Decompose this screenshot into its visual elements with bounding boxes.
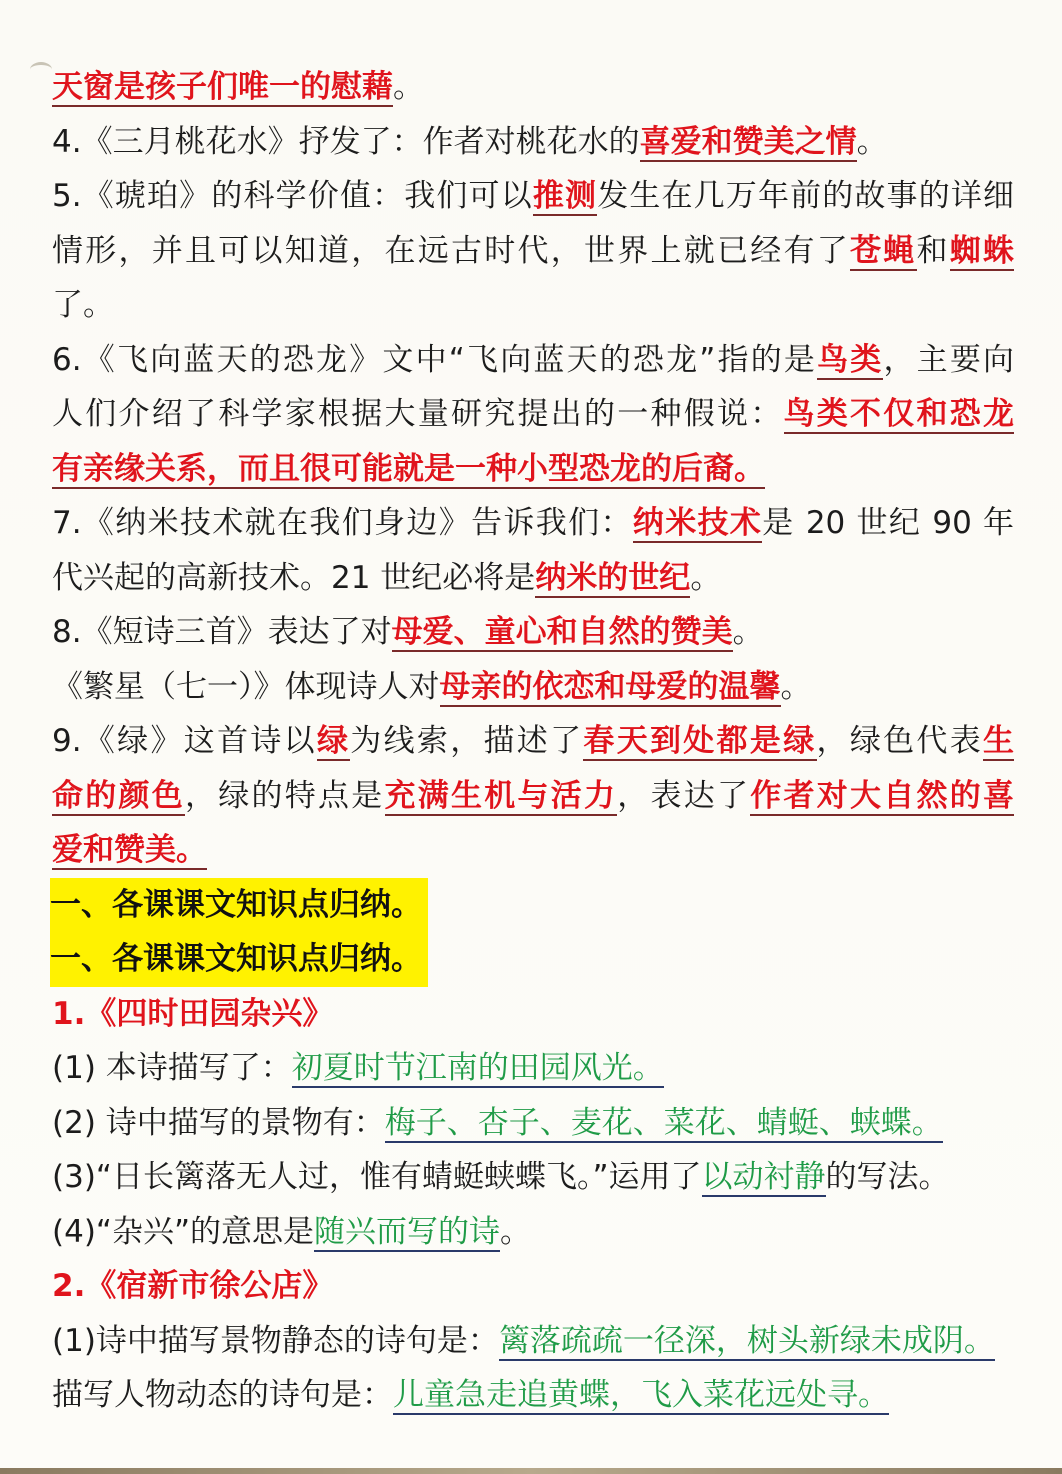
answer-green: 以动衬静 <box>701 1159 826 1195</box>
text-line <box>52 115 1014 170</box>
section-heading <box>52 932 1014 987</box>
text-line <box>52 1041 1014 1096</box>
text-segment: 了。 <box>52 287 114 323</box>
text-segment: 是 20 世纪 90 年 <box>762 505 1014 541</box>
text-segment: (2) 诗中描写的景物有： <box>52 1104 385 1141</box>
answer-red: 纳米技术 <box>632 505 763 541</box>
text-segment: ，绿色代表 <box>816 723 984 759</box>
answer-red: 天窗是孩子们唯一的慰藉 <box>52 69 393 105</box>
text-line <box>52 660 1014 715</box>
answer-green: 随兴而写的诗 <box>314 1213 501 1250</box>
text-segment: 代兴起的高新技术。21 世纪必将是 <box>52 559 536 596</box>
text-line <box>52 333 1014 388</box>
text-segment: 。 <box>393 69 424 105</box>
document-body <box>52 60 1014 1423</box>
answer-green: 篱落疏疏一径深，树头新绿未成阴。 <box>498 1322 995 1359</box>
text-line <box>52 1314 1014 1369</box>
text-segment: (1) 本诗描写了： <box>52 1050 292 1086</box>
text-segment: 。 <box>690 559 722 596</box>
answer-green: 儿童急走追黄蝶，飞入菜花远处寻。 <box>393 1377 889 1413</box>
text-line <box>52 1205 1014 1260</box>
text-segment: ，绿的特点是 <box>185 777 385 814</box>
text-line <box>52 714 1014 769</box>
text-segment: 。 <box>500 1213 532 1250</box>
text-line <box>52 60 1014 115</box>
text-segment: ，表达了 <box>617 777 751 814</box>
lesson-title: 1.《四时田园杂兴》 <box>52 995 334 1032</box>
text-segment: 发生在几万年前的故事的详细 <box>597 178 1014 214</box>
answer-red: 生 <box>983 723 1014 759</box>
text-segment: 。 <box>732 614 764 650</box>
answer-red: 命的颜色 <box>52 777 185 814</box>
text-segment: 7.《纳米技术就在我们身边》告诉我们： <box>52 505 633 541</box>
text-segment: 。 <box>780 668 812 705</box>
text-line <box>52 1259 1014 1314</box>
answer-green: 梅子、杏子、麦花、菜花、蜻蜓、蛱蝶。 <box>384 1104 943 1141</box>
text-segment: 6.《飞向蓝天的恐龙》文中“飞向蓝天的恐龙”指的是 <box>52 341 818 378</box>
text-line <box>52 387 1014 442</box>
text-segment: 人们介绍了科学家根据大量研究提出的一种假说： <box>52 396 784 432</box>
answer-red: 作者对大自然的喜 <box>750 777 1014 814</box>
text-segment: 8.《短诗三首》表达了对 <box>52 614 392 650</box>
text-segment: 的写法。 <box>825 1159 950 1195</box>
text-line <box>52 551 1014 606</box>
answer-red: 充满生机与活力 <box>384 777 618 814</box>
text-segment: (4)“杂兴”的意思是 <box>52 1213 315 1250</box>
answer-red: 绿 <box>316 723 351 759</box>
text-line <box>52 605 1014 660</box>
lesson-title: 2.《宿新市徐公店》 <box>52 1268 334 1304</box>
answer-green: 初夏时节江南的田园风光。 <box>291 1050 664 1086</box>
answer-red: 有亲缘关系，而且很可能就是一种小型恐龙的后裔。 <box>52 450 765 487</box>
text-line <box>52 169 1014 224</box>
answer-red: 爱和赞美。 <box>52 832 207 868</box>
section-heading <box>52 878 1014 933</box>
answer-red: 喜爱和赞美之情 <box>639 123 857 160</box>
answer-red: 母亲的依恋和母爱的温馨 <box>439 668 781 705</box>
text-segment: 《繁星（七一）》体现诗人对 <box>52 668 440 705</box>
text-segment: 和 <box>916 232 950 269</box>
text-segment: 描写人物动态的诗句是： <box>52 1377 393 1413</box>
text-line <box>52 496 1014 551</box>
text-segment: (1)诗中描写景物静态的诗句是： <box>52 1322 499 1359</box>
highlighted-heading: 一、各课课文知识点归纳。 <box>50 932 428 987</box>
text-segment: 4.《三月桃花水》抒发了：作者对桃花水的 <box>52 123 640 160</box>
highlighted-heading: 一、各课课文知识点归纳。 <box>50 878 428 933</box>
text-segment: 为线索，描述了 <box>350 723 584 759</box>
answer-red: 鸟类不仅和恐龙 <box>783 396 1014 432</box>
text-segment: (3)“日长篱落无人过，惟有蜻蜓蛱蝶飞。”运用了 <box>52 1159 702 1195</box>
text-segment: 5.《琥珀》的科学价值：我们可以 <box>52 178 533 214</box>
answer-red: 春天到处都是绿 <box>583 723 817 759</box>
corner-mark <box>30 62 52 77</box>
text-line <box>52 278 1014 333</box>
answer-red: 鸟类 <box>817 341 884 378</box>
answer-red: 母爱、童心和自然的赞美 <box>391 614 733 650</box>
text-line <box>52 224 1014 279</box>
answer-red: 苍蝇 <box>850 232 917 269</box>
text-line <box>52 442 1014 497</box>
text-segment: ，主要向 <box>883 341 1014 378</box>
bottom-edge <box>0 1468 1062 1474</box>
answer-red: 推测 <box>532 178 598 214</box>
text-line <box>52 1096 1014 1151</box>
text-line <box>52 1368 1014 1423</box>
text-line <box>52 769 1014 824</box>
text-line <box>52 987 1014 1042</box>
answer-red: 纳米的世纪 <box>535 559 691 596</box>
text-segment: 9.《绿》这首诗以 <box>52 723 317 759</box>
text-line <box>52 823 1014 878</box>
text-segment: 。 <box>856 123 888 160</box>
text-line <box>52 1150 1014 1205</box>
text-segment: 情形，并且可以知道，在远古时代，世界上就已经有了 <box>52 232 850 269</box>
answer-red: 蜘蛛 <box>949 232 1014 269</box>
